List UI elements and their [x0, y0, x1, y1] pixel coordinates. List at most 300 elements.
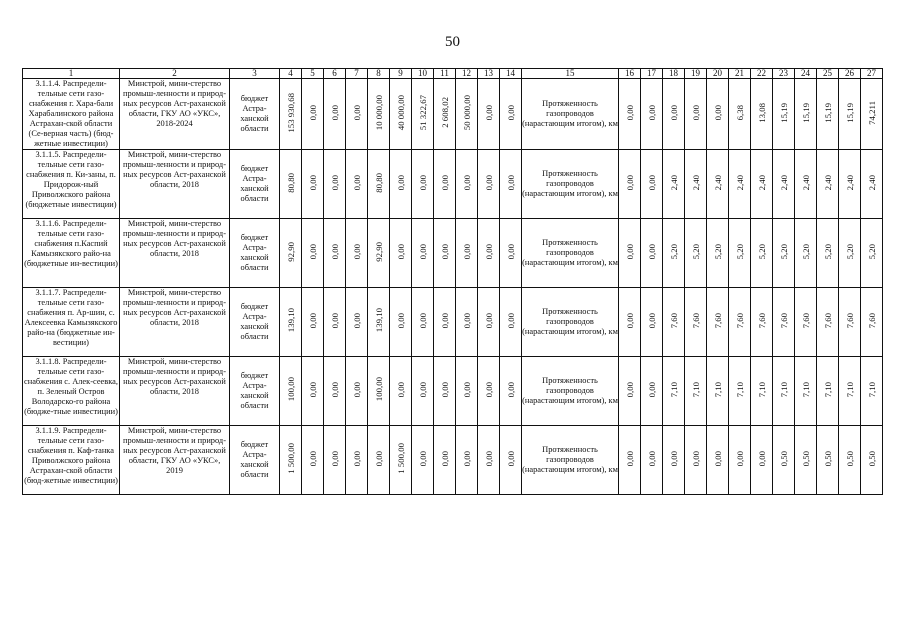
indicator-value: 0,00 [624, 312, 635, 329]
funding-value: 0,00 [439, 381, 450, 398]
funding-value-cell [390, 150, 412, 219]
funding-source: бюджет Астра-ханской области [230, 150, 280, 219]
indicator-value-cell [641, 219, 663, 288]
funding-source: бюджет Астра-ханской области [230, 288, 280, 357]
funding-value-cell [346, 357, 368, 426]
indicator-value-cell [641, 288, 663, 357]
indicator-value: 0,00 [668, 450, 679, 467]
indicator-name: Протяженность газопроводов (нарастающим итогом), км [522, 219, 619, 288]
indicator-value: 0,00 [712, 450, 723, 467]
indicator-value-cell [641, 426, 663, 495]
indicator-value: 5,20 [734, 243, 745, 260]
indicator-value: 7,10 [734, 381, 745, 398]
column-number: 22 [751, 69, 773, 79]
funding-value-cell [478, 150, 500, 219]
indicator-value: 2,40 [778, 174, 789, 191]
funding-value: 0,00 [351, 243, 362, 260]
funding-value-cell [434, 357, 456, 426]
indicator-value-cell [773, 219, 795, 288]
funding-value-cell [500, 357, 522, 426]
funding-value-cell [280, 79, 302, 150]
indicator-value: 0,00 [756, 450, 767, 467]
indicator-value-cell [817, 426, 839, 495]
funding-value: 50 000,00 [461, 94, 472, 131]
funding-value: 92,90 [373, 241, 384, 262]
funding-value: 0,00 [483, 174, 494, 191]
funding-value: 0,00 [461, 174, 472, 191]
funding-value: 0,00 [373, 450, 384, 467]
column-number: 13 [478, 69, 500, 79]
indicator-value: 7,60 [712, 312, 723, 329]
funding-value-cell [434, 150, 456, 219]
funding-value-cell [346, 150, 368, 219]
funding-value-cell [368, 357, 390, 426]
indicator-value-cell [817, 219, 839, 288]
indicator-value: 13,08 [756, 102, 767, 123]
column-number: 6 [324, 69, 346, 79]
funding-value-cell [456, 150, 478, 219]
column-number-row [23, 69, 883, 79]
funding-value: 0,00 [461, 381, 472, 398]
funding-value: 0,00 [351, 381, 362, 398]
funding-value-cell [478, 357, 500, 426]
funding-value: 0,00 [439, 312, 450, 329]
indicator-value: 7,60 [778, 312, 789, 329]
funding-value-cell [346, 426, 368, 495]
column-number: 27 [861, 69, 883, 79]
funding-value-cell [368, 219, 390, 288]
indicator-value-cell [663, 150, 685, 219]
indicator-value-cell [619, 426, 641, 495]
indicator-value-cell [861, 79, 883, 150]
indicator-value-cell [619, 79, 641, 150]
funding-value-cell [434, 426, 456, 495]
funding-value: 0,00 [307, 174, 318, 191]
indicator-value: 0,50 [844, 450, 855, 467]
indicator-value-cell [663, 357, 685, 426]
funding-value-cell [280, 150, 302, 219]
column-number: 8 [368, 69, 390, 79]
indicator-value: 0,00 [668, 104, 679, 121]
indicator-value: 0,00 [624, 104, 635, 121]
indicator-value-cell [751, 426, 773, 495]
funding-value-cell [500, 288, 522, 357]
indicator-value-cell [861, 288, 883, 357]
funding-source: бюджет Астра-ханской области [230, 219, 280, 288]
funding-value: 139,10 [285, 308, 296, 333]
activity-name: 3.1.1.9. Распредели-тельные сети газо-снабжения п. Каф-танка Приволжского района Астрахан-ской области (бюд-жетные инвестиции) [23, 426, 120, 495]
indicator-value-cell [619, 219, 641, 288]
responsible-executor: Минстрой, мини-стерство промыш-ленности и природ-ных ресурсов Аст-раханской области, 2018 [120, 357, 230, 426]
funding-value: 0,00 [307, 243, 318, 260]
funding-value-cell [368, 150, 390, 219]
indicator-value-cell [619, 357, 641, 426]
funding-value: 0,00 [505, 312, 516, 329]
indicator-value: 15,19 [778, 102, 789, 123]
indicator-value-cell [685, 150, 707, 219]
funding-value-cell [324, 426, 346, 495]
indicator-value: 0,00 [646, 243, 657, 260]
column-number: 3 [230, 69, 280, 79]
funding-value: 0,00 [351, 312, 362, 329]
funding-value: 80,80 [285, 172, 296, 193]
funding-value: 100,00 [285, 377, 296, 402]
column-number: 20 [707, 69, 729, 79]
funding-value: 80,80 [373, 172, 384, 193]
funding-value: 0,00 [329, 243, 340, 260]
funding-value-cell [456, 219, 478, 288]
indicator-value-cell [839, 219, 861, 288]
indicator-value: 0,00 [646, 174, 657, 191]
responsible-executor: Минстрой, мини-стерство промыш-ленности и природ-ных ресурсов Аст-раханской области, ГКУ АО «УКС», 2019 [120, 426, 230, 495]
indicator-value-cell [641, 79, 663, 150]
funding-value-cell [478, 288, 500, 357]
funding-value: 0,00 [329, 104, 340, 121]
indicator-value: 2,40 [690, 174, 701, 191]
column-number: 21 [729, 69, 751, 79]
funding-value-cell [456, 357, 478, 426]
column-number: 1 [23, 69, 120, 79]
page-number: 50 [445, 34, 460, 50]
indicator-value: 74,211 [866, 100, 877, 125]
indicator-value-cell [619, 150, 641, 219]
column-number: 14 [500, 69, 522, 79]
funding-value: 0,00 [461, 243, 472, 260]
indicator-value: 7,10 [668, 381, 679, 398]
indicator-value-cell [663, 426, 685, 495]
funding-value: 0,00 [329, 174, 340, 191]
indicator-value: 7,10 [690, 381, 701, 398]
indicator-value: 2,40 [822, 174, 833, 191]
indicator-value-cell [729, 219, 751, 288]
funding-value-cell [478, 426, 500, 495]
indicator-value: 7,10 [866, 381, 877, 398]
funding-value-cell [302, 79, 324, 150]
funding-value-cell [390, 219, 412, 288]
indicator-value-cell [795, 288, 817, 357]
indicator-value-cell [641, 357, 663, 426]
indicator-value: 0,00 [712, 104, 723, 121]
indicator-value-cell [839, 426, 861, 495]
indicator-value: 7,10 [756, 381, 767, 398]
indicator-name: Протяженность газопроводов (нарастающим итогом), км [522, 288, 619, 357]
funding-value: 0,00 [351, 104, 362, 121]
indicator-value-cell [663, 288, 685, 357]
funding-value-cell [478, 79, 500, 150]
indicator-value: 7,60 [844, 312, 855, 329]
indicator-value: 7,10 [844, 381, 855, 398]
indicator-value: 5,20 [778, 243, 789, 260]
funding-value: 0,00 [461, 312, 472, 329]
indicator-value: 7,60 [866, 312, 877, 329]
table-row [23, 150, 883, 219]
indicator-value: 2,40 [800, 174, 811, 191]
funding-value: 0,00 [395, 243, 406, 260]
column-number: 25 [817, 69, 839, 79]
funding-value-cell [368, 79, 390, 150]
funding-value: 0,00 [505, 174, 516, 191]
indicator-value: 0,50 [822, 450, 833, 467]
indicator-value-cell [773, 426, 795, 495]
indicator-value-cell [707, 288, 729, 357]
indicator-value-cell [641, 150, 663, 219]
indicator-value: 7,10 [712, 381, 723, 398]
indicator-value: 0,00 [624, 381, 635, 398]
indicator-value: 5,20 [822, 243, 833, 260]
funding-value: 1 500,00 [285, 443, 296, 474]
responsible-executor: Минстрой, мини-стерство промыш-ленности и природ-ных ресурсов Аст-раханской области, 2018 [120, 288, 230, 357]
indicator-value-cell [795, 426, 817, 495]
funding-value: 0,00 [307, 104, 318, 121]
activity-name: 3.1.1.5. Распредели-тельные сети газо-снабжения п. Ки-заны, п. Придорож-ный Приволжского района (бюджетные инвестиции) [23, 150, 120, 219]
responsible-executor: Минстрой, мини-стерство промыш-ленности и природ-ных ресурсов Аст-раханской области, 2018 [120, 150, 230, 219]
indicator-value: 5,20 [668, 243, 679, 260]
funding-value: 0,00 [307, 312, 318, 329]
funding-value: 0,00 [351, 174, 362, 191]
funding-value: 0,00 [329, 312, 340, 329]
indicator-value: 7,60 [756, 312, 767, 329]
funding-value-cell [324, 150, 346, 219]
table-row [23, 426, 883, 495]
program-table [22, 68, 883, 495]
funding-value: 40 000,00 [395, 94, 406, 131]
column-number: 10 [412, 69, 434, 79]
funding-value: 0,00 [505, 104, 516, 121]
funding-value: 0,00 [329, 450, 340, 467]
column-number: 11 [434, 69, 456, 79]
indicator-value-cell [729, 150, 751, 219]
funding-source: бюджет Астра-ханской области [230, 79, 280, 150]
indicator-name: Протяженность газопроводов (нарастающим итогом), км [522, 357, 619, 426]
indicator-value: 2,40 [734, 174, 745, 191]
indicator-value-cell [663, 79, 685, 150]
indicator-value-cell [839, 150, 861, 219]
indicator-value-cell [751, 219, 773, 288]
indicator-value-cell [751, 288, 773, 357]
funding-value-cell [412, 426, 434, 495]
indicator-value-cell [707, 150, 729, 219]
funding-value-cell [390, 357, 412, 426]
indicator-value: 2,40 [756, 174, 767, 191]
funding-value: 2 608,02 [439, 97, 450, 128]
funding-value-cell [500, 219, 522, 288]
indicator-value: 0,00 [690, 104, 701, 121]
indicator-value-cell [773, 288, 795, 357]
indicator-value-cell [773, 357, 795, 426]
indicator-value-cell [729, 426, 751, 495]
responsible-executor: Минстрой, мини-стерство промыш-ленности и природ-ных ресурсов Аст-раханской области, 2018 [120, 219, 230, 288]
indicator-value: 7,60 [734, 312, 745, 329]
indicator-value: 2,40 [668, 174, 679, 191]
indicator-value: 15,19 [822, 102, 833, 123]
funding-value-cell [280, 426, 302, 495]
table-row [23, 357, 883, 426]
funding-value-cell [456, 426, 478, 495]
funding-value: 10 000,00 [373, 94, 384, 131]
funding-value: 0,00 [395, 174, 406, 191]
indicator-value: 7,60 [690, 312, 701, 329]
funding-value: 0,00 [417, 312, 428, 329]
funding-value: 0,00 [461, 450, 472, 467]
indicator-value: 2,40 [844, 174, 855, 191]
indicator-value: 7,10 [800, 381, 811, 398]
funding-value-cell [390, 426, 412, 495]
indicator-value-cell [685, 219, 707, 288]
funding-value-cell [302, 426, 324, 495]
column-number: 18 [663, 69, 685, 79]
activity-name: 3.1.1.6. Распредели-тельные сети газо-снабжения п.Каспий Камызякского райо-на (бюджетные ин-вестиции) [23, 219, 120, 288]
indicator-value: 5,20 [866, 243, 877, 260]
funding-value-cell [346, 79, 368, 150]
funding-value-cell [368, 288, 390, 357]
indicator-value: 0,00 [646, 104, 657, 121]
column-number: 5 [302, 69, 324, 79]
funding-value-cell [324, 357, 346, 426]
funding-value-cell [412, 150, 434, 219]
funding-value: 0,00 [483, 312, 494, 329]
funding-value-cell [346, 288, 368, 357]
indicator-value-cell [707, 426, 729, 495]
funding-source: бюджет Астра-ханской области [230, 426, 280, 495]
indicator-value-cell [707, 79, 729, 150]
column-number: 12 [456, 69, 478, 79]
indicator-value: 5,20 [690, 243, 701, 260]
indicator-value-cell [707, 357, 729, 426]
funding-value: 0,00 [505, 243, 516, 260]
indicator-value-cell [795, 357, 817, 426]
funding-value-cell [500, 426, 522, 495]
indicator-value: 7,60 [668, 312, 679, 329]
activity-name: 3.1.1.7. Распредели-тельные сети газо-снабжения п. Ар-шин, с. Алексеевка Камызякского райо-на (бюджетные ин-вестиции) [23, 288, 120, 357]
funding-value: 1 500,00 [395, 443, 406, 474]
funding-value: 51 322,67 [417, 94, 428, 131]
indicator-value-cell [817, 150, 839, 219]
responsible-executor: Минстрой, мини-стерство промыш-ленности и природ-ных ресурсов Аст-раханской области, ГКУ АО «УКС», 2018-2024 [120, 79, 230, 150]
indicator-value: 7,60 [800, 312, 811, 329]
funding-value-cell [280, 357, 302, 426]
funding-value: 0,00 [483, 450, 494, 467]
indicator-value: 0,00 [646, 381, 657, 398]
funding-value-cell [390, 288, 412, 357]
indicator-value: 5,20 [844, 243, 855, 260]
indicator-name: Протяженность газопроводов (нарастающим итогом), км [522, 79, 619, 150]
funding-value: 153 930,68 [285, 92, 296, 133]
funding-value: 0,00 [505, 381, 516, 398]
funding-value-cell [412, 219, 434, 288]
funding-value-cell [280, 288, 302, 357]
indicator-value-cell [729, 357, 751, 426]
funding-value-cell [500, 150, 522, 219]
indicator-value-cell [839, 288, 861, 357]
indicator-value: 6,38 [734, 104, 745, 121]
funding-value-cell [302, 150, 324, 219]
indicator-value-cell [751, 79, 773, 150]
funding-value: 92,90 [285, 241, 296, 262]
indicator-value-cell [839, 79, 861, 150]
funding-value-cell [324, 79, 346, 150]
funding-source: бюджет Астра-ханской области [230, 357, 280, 426]
indicator-value-cell [817, 357, 839, 426]
indicator-value-cell [685, 426, 707, 495]
table-row [23, 288, 883, 357]
funding-value: 0,00 [439, 174, 450, 191]
indicator-value: 5,20 [756, 243, 767, 260]
funding-value: 0,00 [329, 381, 340, 398]
table-row [23, 79, 883, 150]
funding-value-cell [324, 219, 346, 288]
indicator-value: 5,20 [712, 243, 723, 260]
funding-value: 0,00 [307, 381, 318, 398]
indicator-value: 0,00 [624, 174, 635, 191]
funding-value-cell [478, 219, 500, 288]
indicator-value: 0,00 [646, 450, 657, 467]
indicator-value-cell [795, 150, 817, 219]
activity-name: 3.1.1.8. Распредели-тельные сети газо-снабжения с. Алек-сеевка, п. Зеленый Остров Володарско-го района (бюдже-тные инвестиции) [23, 357, 120, 426]
funding-value-cell [346, 219, 368, 288]
indicator-value-cell [707, 219, 729, 288]
indicator-value-cell [839, 357, 861, 426]
funding-value-cell [280, 219, 302, 288]
indicator-value: 7,10 [778, 381, 789, 398]
indicator-value-cell [861, 357, 883, 426]
funding-value: 0,00 [417, 243, 428, 260]
funding-value: 0,00 [505, 450, 516, 467]
indicator-value: 0,00 [646, 312, 657, 329]
funding-value-cell [434, 288, 456, 357]
column-number: 23 [773, 69, 795, 79]
indicator-value-cell [685, 288, 707, 357]
funding-value: 0,00 [483, 104, 494, 121]
indicator-value: 7,60 [822, 312, 833, 329]
funding-value-cell [434, 79, 456, 150]
funding-value: 0,00 [395, 381, 406, 398]
column-number: 4 [280, 69, 302, 79]
indicator-value-cell [685, 357, 707, 426]
column-number: 15 [522, 69, 619, 79]
funding-value: 0,00 [439, 450, 450, 467]
column-number: 2 [120, 69, 230, 79]
indicator-value-cell [663, 219, 685, 288]
column-number: 17 [641, 69, 663, 79]
indicator-value: 0,00 [690, 450, 701, 467]
funding-value-cell [302, 288, 324, 357]
indicator-value: 2,40 [866, 174, 877, 191]
indicator-value-cell [729, 288, 751, 357]
funding-value: 0,00 [395, 312, 406, 329]
indicator-value-cell [773, 79, 795, 150]
indicator-value-cell [751, 150, 773, 219]
funding-value-cell [434, 219, 456, 288]
indicator-value: 2,40 [712, 174, 723, 191]
activity-name: 3.1.1.4. Распредели-тельные сети газо-снабжения г. Хара-бали Харабалинского района Астрахан-ской области (Се-верная часть) (бюд-жетные инвестиции) [23, 79, 120, 150]
column-number: 7 [346, 69, 368, 79]
indicator-name: Протяженность газопроводов (нарастающим итогом), км [522, 426, 619, 495]
indicator-name: Протяженность газопроводов (нарастающим итогом), км [522, 150, 619, 219]
indicator-value: 5,20 [800, 243, 811, 260]
indicator-value-cell [685, 79, 707, 150]
indicator-value-cell [861, 426, 883, 495]
funding-value-cell [456, 288, 478, 357]
funding-value: 0,00 [439, 243, 450, 260]
funding-value-cell [456, 79, 478, 150]
indicator-value: 7,10 [822, 381, 833, 398]
funding-value-cell [302, 357, 324, 426]
table-row [23, 219, 883, 288]
funding-value-cell [412, 357, 434, 426]
column-number: 24 [795, 69, 817, 79]
funding-value: 0,00 [483, 381, 494, 398]
indicator-value-cell [795, 79, 817, 150]
